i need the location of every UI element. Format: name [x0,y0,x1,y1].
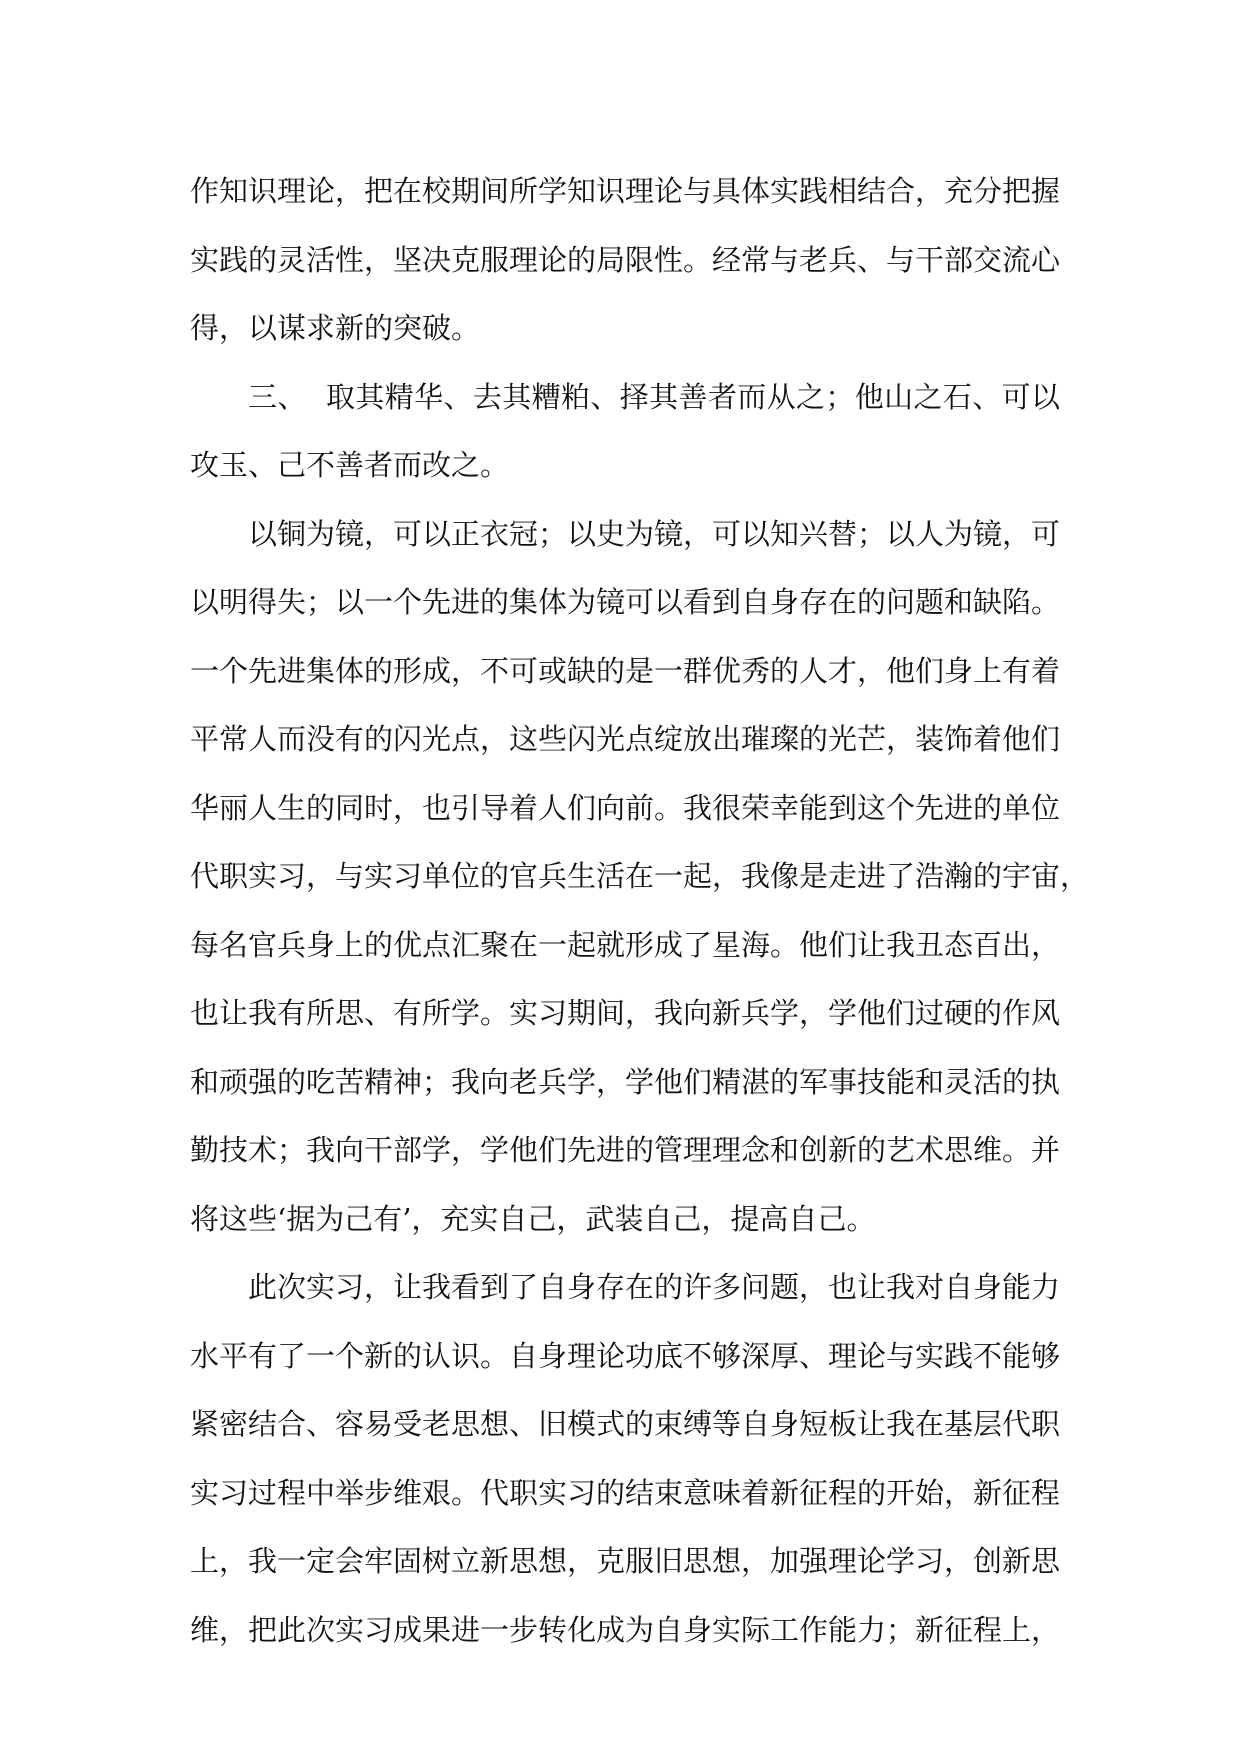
text-line: 华丽人生的同时，也引导着人们向前。我很荣幸能到这个先进的单位 [190,790,1061,825]
body-text [190,157,1090,1664]
text-line: 维，把此次实习成果进一步转化成为自身实际工作能力；新征程上， [190,1612,1061,1647]
text-line: 勤技术；我向干部学，学他们先进的管理理念和创新的艺术思维。并 [190,1133,1061,1167]
text-line: 上，我一定会牢固树立新思想，克服旧思想，加强理论学习，创新思 [190,1544,1061,1578]
text-line: 以明得失；以一个先进的集体为镜可以看到自身存在的问题和缺陷。 [190,585,1061,619]
text-line: 平常人而没有的闪光点，这些闪光点绽放出璀璨的光芒，装饰着他们 [190,722,1061,756]
text-line: 以铜为镜，可以正衣冠；以史为镜，可以知兴替；以人为镜，可 [248,516,1061,551]
text-line: 也让我有所思、有所学。实习期间，我向新兵学，学他们过硬的作风 [190,996,1061,1030]
text-line: 水平有了一个新的认识。自身理论功底不够深厚、理论与实践不能够 [190,1338,1061,1373]
text-line: 代职实习，与实习单位的官兵生活在一起，我像是走进了浩瀚的宇宙， [190,859,1090,893]
text-line: 一个先进集体的形成，不可或缺的是一群优秀的人才，他们身上有着 [190,653,1061,688]
text-line: 实践的灵活性，坚决克服理论的局限性。经常与老兵、与干部交流心 [190,242,1061,277]
text-line: 实习过程中举步维艰。代职实习的结束意味着新征程的开始，新征程 [190,1475,1061,1510]
section-heading-continued: 攻玉、己不善者而改之。 [190,448,510,482]
text-line: 和顽强的吃苦精神；我向老兵学，学他们精湛的军事技能和灵活的执 [190,1064,1061,1099]
text-line: 将这些‘据为己有’，充实自己，武装自己，提高自己。 [190,1201,876,1236]
text-line: 此次实习，让我看到了自身存在的许多问题，也让我对自身能力 [248,1270,1061,1304]
text-line: 作知识理论，把在校期间所学知识理论与具体实践相结合，充分把握 [190,174,1061,208]
text-line: 每名官兵身上的优点汇聚在一起就形成了星海。他们让我丑态百出， [190,927,1061,962]
section-heading: 三、 取其精华、去其糟粕、择其善者而从之；他山之石、可以 [248,379,1060,414]
text-line: 紧密结合、容易受老思想、旧模式的束缚等自身短板让我在基层代职 [190,1407,1061,1441]
text-line: 得，以谋求新的突破。 [190,311,481,345]
